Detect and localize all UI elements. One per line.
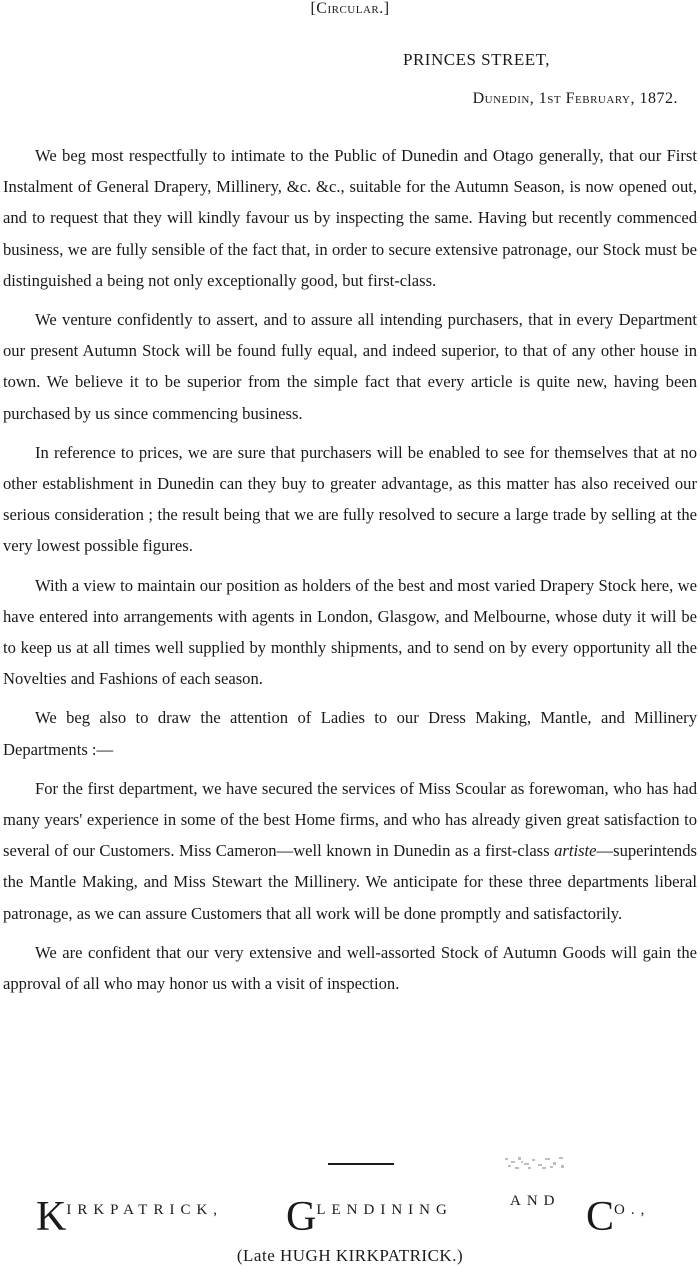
paragraph-departments: We beg also to draw the attention of Ladies to our Dress Making, Mantle, and Millinery Departments :— (3, 708, 697, 759)
signature-and: AND (510, 1193, 561, 1209)
glendining-rest: LENDINING (316, 1202, 453, 1218)
circular-heading: [Circular.] (310, 0, 390, 17)
company-rest: O., (614, 1202, 651, 1218)
dressmaking-text-end: —superintends the Mantle Making, and Miss Stewart the Millinery. We anticipate for these three departments liberal patronage, as we can assure Customers that all work will be done promptly and satisfactorily. (3, 841, 697, 923)
letter-body (3, 140, 697, 1007)
signature-kirkpatrick (36, 1193, 223, 1241)
signature-company (586, 1193, 650, 1241)
kirkpatrick-rest: IRKPATRICK, (66, 1202, 224, 1218)
paragraph-dressmaking (3, 773, 697, 929)
paragraph-confidence: We venture confidently to assert, and to assure all intending purchasers, that in every Department our present Autumn Stock will be found fully equal, and indeed superior, to that of any other house in town. We believe it to be superior from the simple fact that every article is quite new, having been purchased by us since commencing business. (3, 310, 697, 423)
dateline: Dunedin, 1st February, 1872. (472, 90, 678, 107)
initial-k: K (36, 1194, 67, 1240)
paragraph-opening: We beg most respectfully to intimate to the Public of Dunedin and Otago generally, that our First Instalment of General Drapery, Millinery, &c. &c., suitable for the Autumn Season, is now opened out, and to request that they will kindly favour us by inspecting the same. Having but recently commenced business, we are fully sensible of the fact that, in order to secure extensive patronage, our Stock must be distinguished a being not only exceptionally good, but first-class. (3, 146, 697, 290)
signature-rule (328, 1163, 394, 1165)
street-address: PRINCES STREET, (403, 50, 550, 69)
ink-smudge (503, 1155, 567, 1171)
initial-c: C (586, 1194, 615, 1240)
dressmaking-text-start: For the first department, we have secured the services of Miss Scoular as forewoman, who has had many years' experience in some of the best Home firms, and who has already given great satisfaction to several of our Customers. Miss Cameron—well known in Dunedin as a first-class (3, 778, 697, 861)
signature-glendining (286, 1193, 453, 1241)
paragraph-closing: We are confident that our very extensive and well-assorted Stock of Autumn Goods will gain the approval of all who may honor us with a visit of inspection. (3, 942, 697, 994)
paragraph-prices: In reference to prices, we are sure that purchasers will be enabled to see for themselves that at no other establishment in Dunedin can they buy to greater advantage, as this matter has also received our serious consideration ; the result being that we are fully resolved to secure a large trade by selling at the very lowest possible figures. (3, 442, 697, 556)
late-attribution: (Late HUGH KIRKPATRICK.) (236, 1246, 464, 1265)
initial-g: G (286, 1194, 317, 1240)
firm-signature (36, 1193, 676, 1253)
artiste-italic: artiste (554, 841, 597, 861)
paragraph-agents: With a view to maintain our position as holders of the best and most varied Drapery Stock here, we have entered into arrangements with agents in London, Glasgow, and Melbourne, whose duty it will be to keep us at all times well supplied by monthly shipments, and to send on by every opportunity all the Novelties and Fashions of each season. (3, 575, 697, 689)
